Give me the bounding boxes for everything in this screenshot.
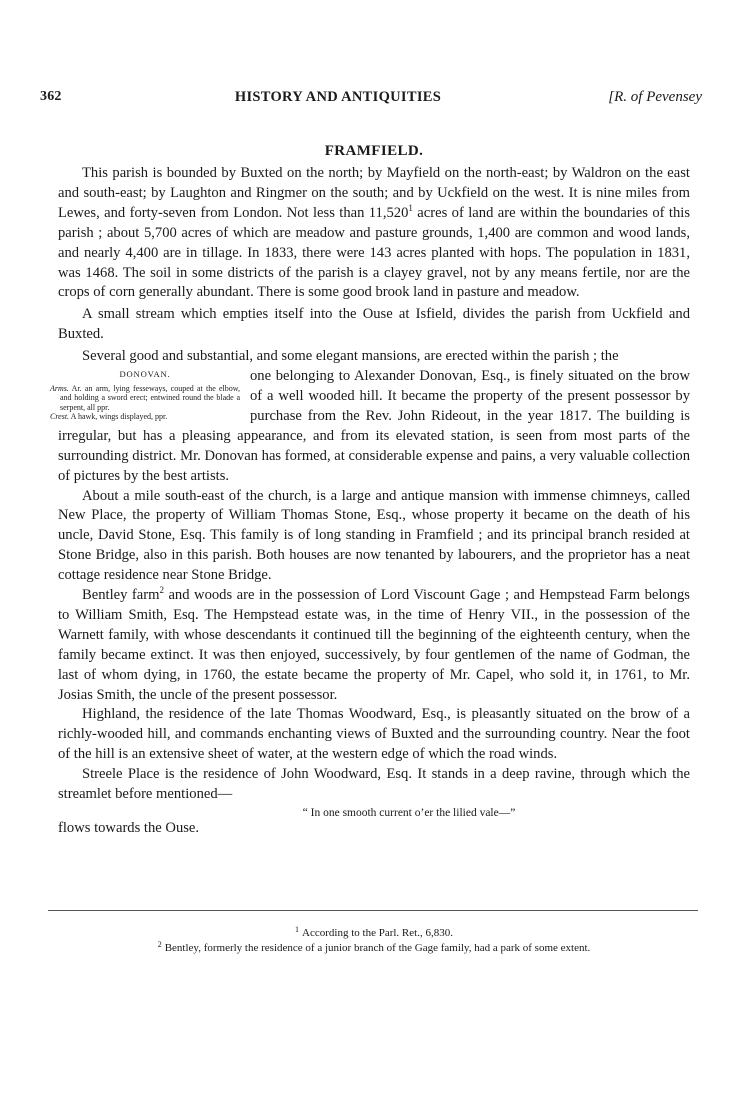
paragraph-highland: Highland, the residence of the late Thomas Woodward, Esq., is pleasantly situated on the brow of a richly-wooded hill, and commands enchanting views of Buxted and the surrounding country. Near the foot of the hill is an extensive sheet of water, at the western edge of which the road winds. (58, 706, 690, 763)
paragraph-boundaries: This parish is bounded by Buxted on the north; by Mayfield on the north-east; by Waldron on the east and south-east; by Laughton and Ringmer on the south; and by Uckfield on the west. It is nine miles from Lewes, and forty-seven from London. Not less than 11,520$^1$ acres of land are within the boundaries of this parish ; about 5,700 acres of which are meadow and pasture grounds, 1,400 are common and wood lands, and nearly 4,400 are in tillage. In 1833, there were 143 acres planted with hops. The population in 1831, was 1468. The soil in some districts of the parish is a clayey gravel, not by any means fertile, nor are the crops of corn generally abundant. There is some good brook land in pasture and meadow. (58, 165, 690, 301)
running-section: [R. of Pevensey (608, 89, 702, 105)
page-number: 362 (40, 89, 62, 104)
paragraph-streele-place: Streele Place is the residence of John Woodward, Esq. It stands in a deep ravine, through which the streamlet before mentioned— (58, 766, 690, 803)
paragraph-streele-place-end: flows towards the Ouse. (58, 820, 200, 836)
crest-arms: Arms. Ar. an arm, lying fesseways, couped at the elbow, and holding a sword erect; entwined round the blade a serpent, all ppr. (50, 384, 240, 412)
footnote-2: $^2$ Bentley, formerly the residence of a junior branch of the Gage family, had a park of some extent. (157, 939, 591, 954)
footnote-divider (48, 910, 698, 911)
paragraph-mansions: Several good and substantial, and some elegant mansions, are erected within the parish ; the (82, 348, 619, 365)
running-title: HISTORY AND ANTIQUITIES (234, 89, 442, 105)
crest-crest: Crest. A hawk, wings displayed, ppr. (50, 411, 168, 421)
paragraph-bentley: Bentley farm$^2$ and woods are in the possession of Lord Viscount Gage ; and Hempstead Farm belongs to William Smith, Esq. The Hempstead estate was, in the time of Henry VII., in the possession of the Warnett family, with whose descendants it continued till the beginning of the eighteenth century, when the family became extinct. It was then enjoyed, successively, by four gentlemen of the name of Godman, the last of whom dying, in 1760, the estate became the property of Mr. Capel, who sold it, in 1761, to Mr. Josias Smith, the uncle of the present possessor. (58, 585, 690, 703)
footnote-1: $^1$ According to the Parl. Ret., 6,830. (295, 925, 453, 939)
crest-family-name: DONOVAN. (119, 369, 171, 380)
paragraph-stream: A small stream which empties itself into the Ouse at Isfield, divides the parish from Uckfield and Buxted. (58, 306, 690, 343)
running-head (40, 89, 702, 109)
donovan-arms-block (50, 367, 240, 421)
paragraph-new-place: About a mile south-east of the church, is a large and antique mansion with immense chimneys, called New Place, the property of William Thomas Stone, Esq., whose property it became on the death of his uncle, David Stone, Esq. This family is of long standing in Framfield ; and its principal branch resided at Stone Bridge, also in this parish. Both houses are now tenanted by labourers, and the proprietor has a neat cottage residence near Stone Bridge. (58, 487, 690, 584)
footnote-ref-2[interactable]: 2 (159, 585, 164, 596)
section-title: FRAMFIELD. (324, 143, 424, 159)
footnote-ref-1[interactable]: 1 (408, 202, 413, 213)
body-text (50, 164, 690, 839)
verse-quote: “ In one smooth current o’er the lilied vale—” (302, 807, 516, 819)
footnotes (58, 926, 690, 955)
paragraph-mansions-continued: DONOVAN. Arms. Ar. an arm, lying fesseways, couped at the elbow, and holding a sword erect; entwined round the blade a serpent, all ppr. Crest. A hawk, wings displayed, ppr. one belonging to Alexander Donovan, Esq., is finely situated on the brow of a well wooded hill. It became the property of the present possessor by purchase from the Rev. John Rideout, in the year 1817. The building is irregular, but has a pleasing appearance, and from its elevated station, is seen from most parts of the surrounding district. Mr. Donovan has formed, at considerable expense and pains, a very valuable collection of pictures by the best artists. (50, 368, 690, 484)
